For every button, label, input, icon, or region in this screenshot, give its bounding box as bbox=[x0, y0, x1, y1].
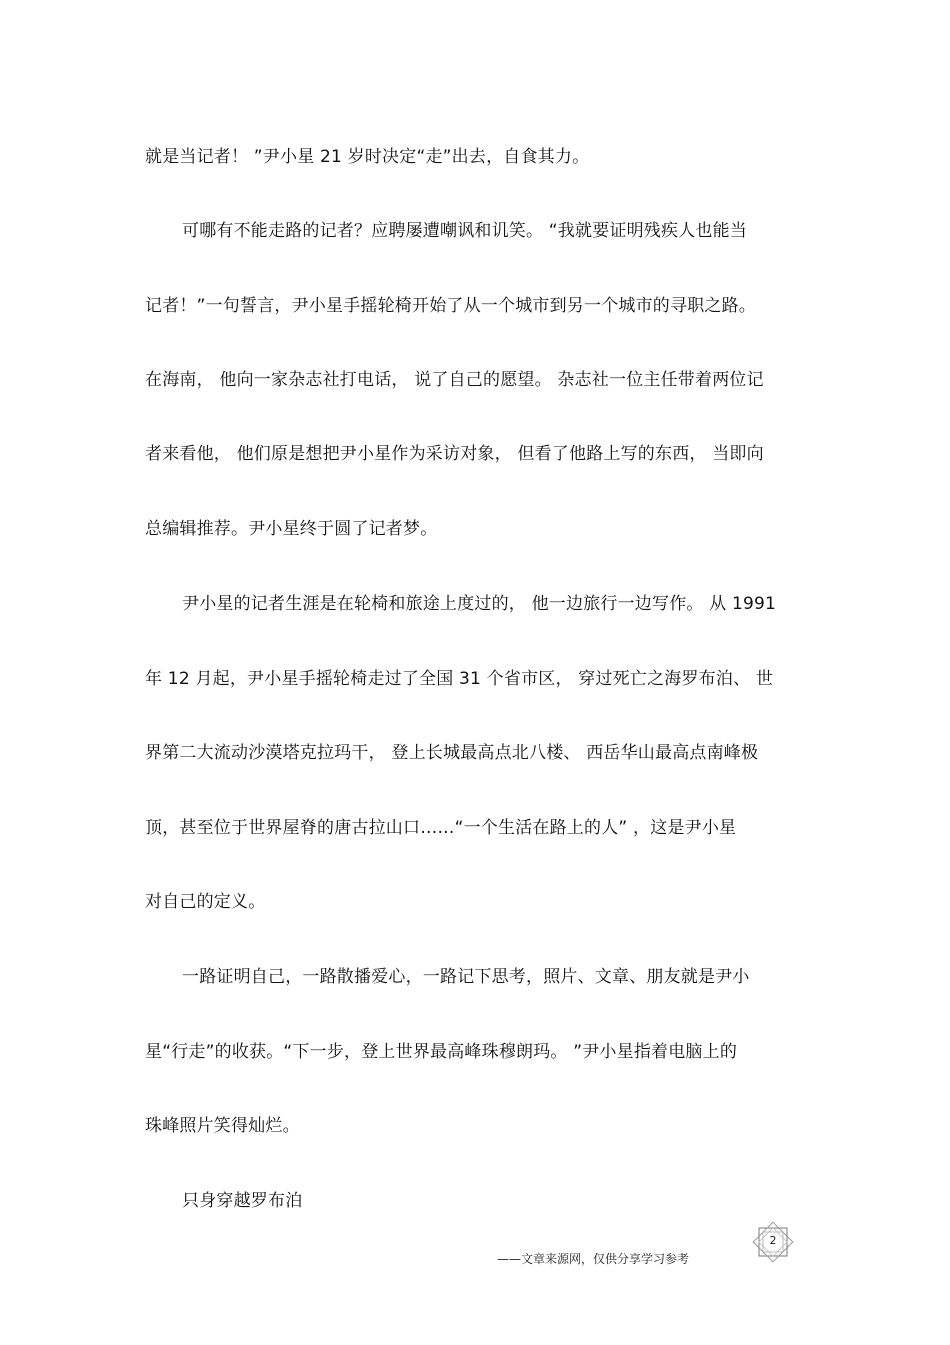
page-number: 2 bbox=[769, 1234, 777, 1247]
text-line: 一路证明自己，一路散播爱心，一路记下思考，照片、文章、朋友就是尹小 bbox=[182, 967, 750, 987]
section-heading: 只身穿越罗布泊 bbox=[182, 1191, 303, 1211]
text-line: 星“行走”的收获。“下一步，登上世界最高峰珠穆朗玛。 ”尹小星指着电脑上的 bbox=[145, 1042, 738, 1062]
text-line: 年 12 月起，尹小星手摇轮椅走过了全国 31 个省市区， 穿过死亡之海罗布泊、 世 bbox=[145, 669, 774, 689]
text-line: 顶，甚至位于世界屋脊的唐古拉山口……“一个生活在路上的人” ，这是尹小星 bbox=[145, 818, 737, 838]
text-line: 在海南， 他向一家杂志社打电话， 说了自己的愿望。 杂志社一位主任带着两位记 bbox=[145, 370, 764, 390]
text-line: 尹小星的记者生涯是在轮椅和旅途上度过的， 他一边旅行一边写作。 从 1991 bbox=[182, 594, 777, 614]
text-line: 总编辑推荐。尹小星终于圆了记者梦。 bbox=[145, 519, 438, 539]
text-line: 珠峰照片笑得灿烂。 bbox=[145, 1116, 300, 1136]
text-line: 就是当记者！ ”尹小星 21 岁时决定“走”出去，自食其力。 bbox=[145, 147, 590, 167]
page-number-badge bbox=[750, 1222, 796, 1262]
text-line: 记者！”一句誓言，尹小星手摇轮椅开始了从一个城市到另一个城市的寻职之路。 bbox=[145, 296, 757, 316]
text-line: 界第二大流动沙漠塔克拉玛干， 登上长城最高点北八楼、 西岳华山最高点南峰极 bbox=[145, 743, 759, 763]
text-line: 者来看他， 他们原是想把尹小星作为采访对象， 但看了他路上写的东西， 当即向 bbox=[145, 444, 764, 464]
footer-source-note: ——文章来源网，仅供分享学习参考 bbox=[497, 1252, 690, 1266]
text-line: 可哪有不能走路的记者？应聘屡遭嘲讽和讥笑。 “我就要证明残疾人也能当 bbox=[182, 221, 748, 241]
text-line: 对自己的定义。 bbox=[145, 892, 266, 912]
